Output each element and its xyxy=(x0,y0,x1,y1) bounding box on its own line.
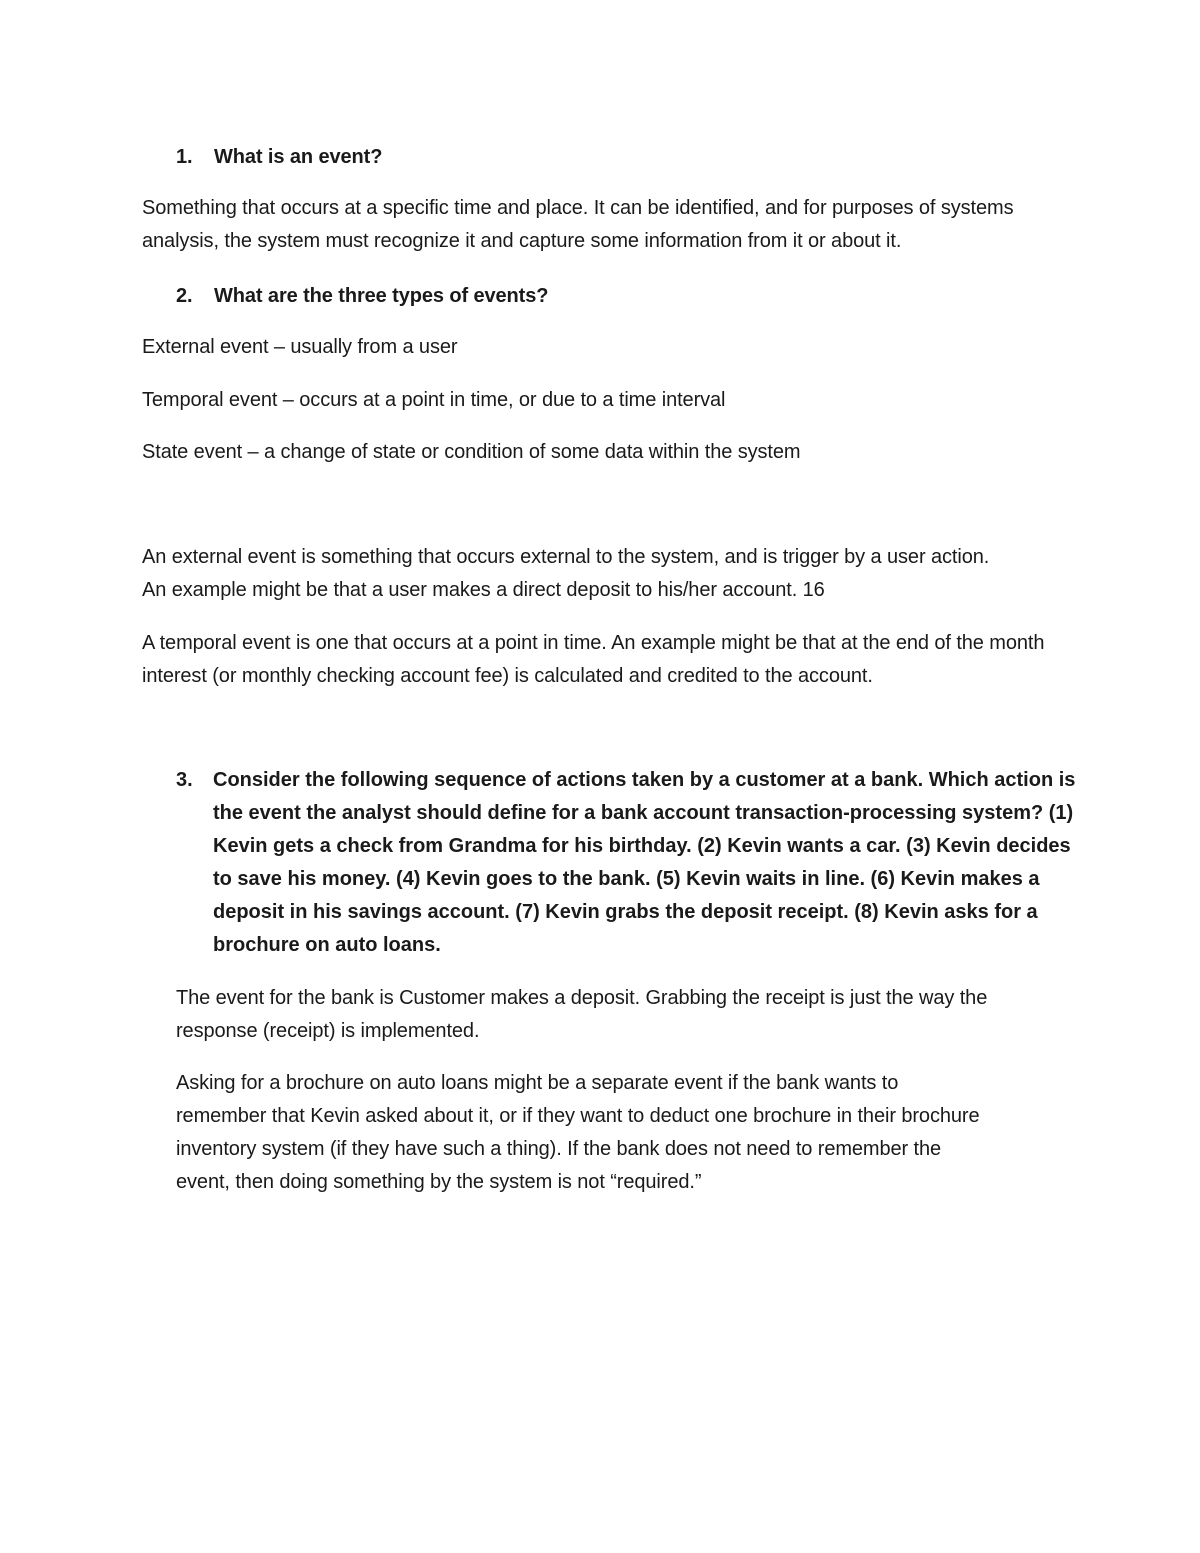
question-1 xyxy=(176,141,1076,174)
answer-3-event: The event for the bank is Customer makes a deposit. Grabbing the receipt is just the way the response (receipt) is implemented. xyxy=(176,987,988,1042)
answer-3-brochure: Asking for a brochure on auto loans might be a separate event if the bank wants to remember that Kevin asked about it, or if they want to deduct one brochure in their brochure inventory system (if they have such a thing). If the bank does not need to remember the event, then doing something by the system is not “required.” xyxy=(176,1072,980,1193)
question-1-number: 1. xyxy=(176,146,193,168)
question-2-text: What are the three types of events? xyxy=(214,285,549,307)
question-3 xyxy=(176,764,1076,962)
temporal-event-example: A temporal event is one that occurs at a point in time. An example might be that at the end of the month interest (or monthly checking account fee) is calculated and credited to the account. xyxy=(142,632,1045,687)
external-event-example: An external event is something that occurs external to the system, and is trigger by a user action. An example might be that a user makes a direct deposit to his/her account. 16 xyxy=(142,546,990,601)
question-3-text: Consider the following sequence of actions taken by a customer at a bank. Which action is the event the analyst should define for a bank account transaction-processing system? (1) Kevin gets a check from Grandma for his birthday. (2) Kevin wants a car. (3) Kevin decides to save his money. (4) Kevin goes to the bank. (5) Kevin waits in line. (6) Kevin makes a deposit in his savings account. (7) Kevin grabs the deposit receipt. (8) Kevin asks for a brochure on auto loans. xyxy=(213,769,1076,956)
answer-1: Something that occurs at a specific time and place. It can be identified, and for purposes of systems analysis, the system must recognize it and capture some information from it or about it. xyxy=(142,197,1014,252)
question-2-number: 2. xyxy=(176,285,193,307)
question-1-text: What is an event? xyxy=(214,146,383,168)
event-type-external: External event – usually from a user xyxy=(142,336,458,358)
event-type-state: State event – a change of state or condition of some data within the system xyxy=(142,441,801,463)
question-2 xyxy=(176,280,1076,313)
question-3-number: 3. xyxy=(176,769,193,791)
event-type-temporal: Temporal event – occurs at a point in time, or due to a time interval xyxy=(142,389,726,411)
